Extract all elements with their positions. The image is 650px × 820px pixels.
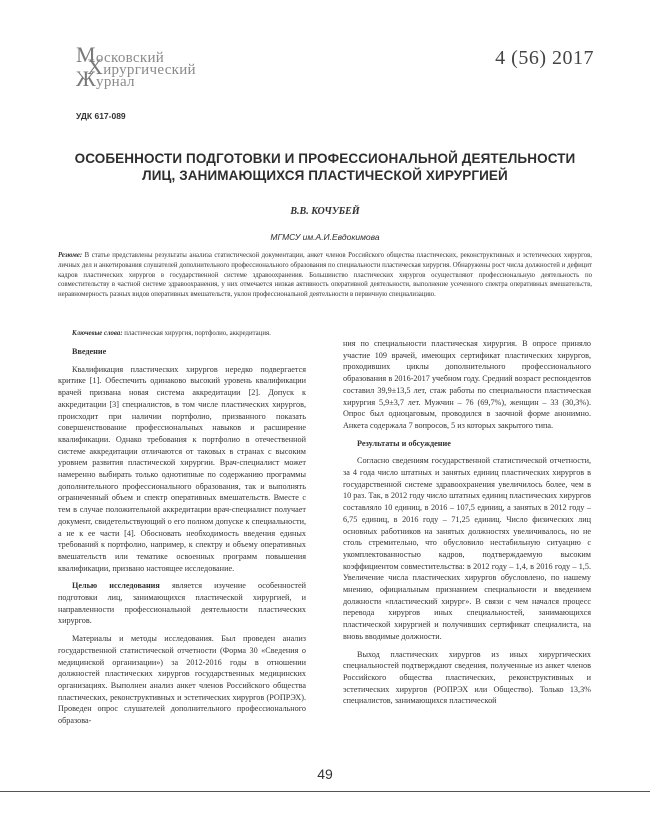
right-column <box>343 338 591 707</box>
article-author: В.В. КОЧУБЕЙ <box>290 206 360 217</box>
keywords-text: пластическая хирургия, портфолио, аккредитация. <box>122 330 271 337</box>
keywords <box>72 330 592 337</box>
footer-rule <box>0 791 650 792</box>
journal-logo <box>76 42 196 91</box>
journal-logo-line-3: Журнал <box>76 66 135 91</box>
page-number: 49 <box>317 766 333 782</box>
journal-logo-line-2: Хирургический <box>87 54 196 79</box>
udk-code: УДК 617-089 <box>76 111 126 121</box>
journal-logo-line-1: Московский <box>76 42 165 67</box>
keywords-label: Ключевые слова: <box>72 330 123 337</box>
section-heading-results: Результаты и обсуждение <box>357 438 451 448</box>
abstract <box>58 251 592 300</box>
aim-paragraph <box>58 580 306 627</box>
intro-paragraph: Квалификация пластических хирургов нередко подвергается критике [1]. Обеспечить одинаково высокий уровень квалификации врачей призвана новая система аккредитации [2]. Допуск к аккредитации [3] специалистов, в том числе пластических хирургов, происходит при наличии портфолио, призванного показать совершенствование профессиональных навыков и расширение квалификации. Однако требования к портфолио в отечественной системе аккредитации отличаются от таковых в странах с высоким уровнем развития пластической хирургии. Врач-специалист может намеренно выбирать только однотипные по содержанию программы дополнительного профессионального образования, так и выполнять ограниченный объем и спектр оперативных вмешательств. Вместе с тем в случае положительной аккредитации врач-специалист получает документ, свидетельствующий о его полном допуске к специальности, а не к ее части [4]. Обосновать необходимость введения единых требований к портфолио, например, к спектру и объему оперативных вмешательств или тематике освоенных программ повышения квалификации, призвано настоящее исследование. <box>58 364 306 573</box>
results-paragraph-2: Выход пластических хирургов из иных хирургических специальностей подтверждают сведения, полученные из анкет членов Российского общества пластических, реконструктивных и эстетических хирургов (РОПРЭХ или Общество). Только 13,3% специалистов, занимающихся пластической <box>343 649 591 706</box>
abstract-label: Резюме: <box>58 252 83 259</box>
results-paragraph-1: Согласно сведениям государственной статистической отчетности, за 4 года число штатных и занятых единиц пластических хирургов в государственной системе здравоохранения увеличилось более, чем в 10 раз. Так, в 2012 году число штатных единиц пластических хирургов составляло 10 единиц, в 2016 – 107,5 единиц, а занятых в 2012 году – 6,75 единиц, в 2016 году – 71,25 единиц. Число физических лиц основных работников на занятых должностях увеличивалось, но не столь стремительно, что обусловило нестабильную ситуацию с укомплектованностью кадров, подтверждаемую высоким коэффициентом совместительства: в 2012 году – 1,4, в 2016 году – 1,5. Увеличение числа пластических хирургов обусловлено, по нашему мнению, официальным признанием специальности и введением должности «пластический хирург». В связи с чем начался процесс перевода хирургов иных специальностей, занимающихся пластической хирургией и получивших сертификат специалиста, на вновь вводимые должности. <box>343 456 591 641</box>
issue-number: 4 (56) 2017 <box>495 47 594 69</box>
article-title: ОСОБЕННОСТИ ПОДГОТОВКИ И ПРОФЕССИОНАЛЬНОЙ ДЕЯТЕЛЬНОСТИ ЛИЦ, ЗАНИМАЮЩИХСЯ ПЛАСТИЧЕСКОЙ ХИРУРГИЕЙ <box>74 151 576 183</box>
methods-paragraph: Материалы и методы исследования. Был проведен анализ государственной статистической отчетности (Форма 30 «Сведения о медицинской организации») за 2012-2016 годы в отношении должностей пластических хирургов государственных медицинских организациях. Выполнен анализ анкет членов Российского общества пластических, реконструктивных и эстетических хирургов (РОПРЭХ). Проведен опрос слушателей дополнительного профессионального образова- <box>58 634 306 726</box>
methods-continued-paragraph: ния по специальности пластическая хирургия. В опросе приняло участие 109 врачей, имеющих сертификат пластических хирургов, проходивших циклы дополнительного профессионального образования в 2016-2017 учебном году. Средний возраст респондентов составил 39,9±13,5 лет, стаж работы по специальности пластическая хирургия 5,9±3,7 лет. Мужчин – 76 (69,7%), женщин – 33 (30,3%). Опрос был одноцаговым, проводился в заочной форме анонимно. Анкета содержала 7 вопросов, 5 из которых закрытого типа. <box>343 339 591 430</box>
section-heading-intro: Введение <box>72 347 107 356</box>
author-affiliation: МГМСУ им.А.И.Евдокимова <box>270 232 380 242</box>
left-column <box>58 338 306 727</box>
aim-label: Целью исследования <box>72 581 160 591</box>
abstract-text: В статье представлены результаты анализа статистической документации, анкет членов Российского общества пластических, реконструктивных и эстетических хирургов, личных дел и анкетирования слушателей дополнительного профессионального образования по специальности пластическая хирургия. Обнаружены рост числа должностей и дефицит кадров пластических хирургов в государственной системе здравоохранения. Большинство пластических хирургов осуществляют профессиональную деятельность по совместительству в частной системе здравоохранения, у них отмечается низкая активность оперативной деятельности, выполнение усеченного спектра оперативных вмешательств, неравномерность разных видов оперативных вмешательств, уклон профессиональной деятельности в первичную специализацию. <box>58 252 592 299</box>
aim-text: является изучение особенностей подготовки лиц, занимающихся пластической хирургией, и направленности профессиональной деятельности пластических хирургов. <box>58 581 306 626</box>
